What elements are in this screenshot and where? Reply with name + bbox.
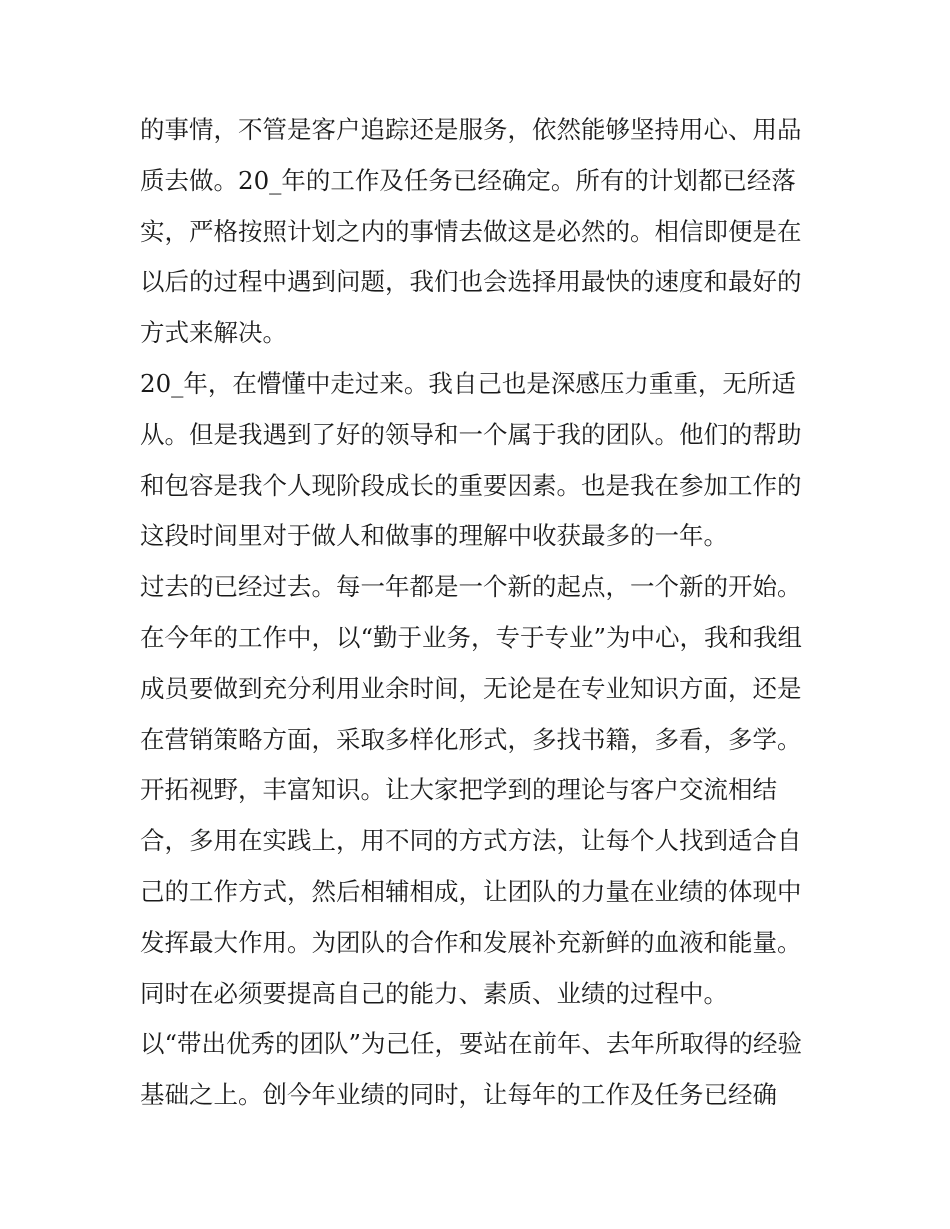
text-line: 和包容是我个人现阶段成长的重要因素。也是我在参加工作的 — [140, 470, 802, 500]
text-line: 20_年，在懵懂中走过来。我自己也是深感压力重重，无所适 — [140, 368, 796, 398]
text-line: 质去做。20_年的工作及任务已经确定。所有的计划都已经落 — [140, 165, 796, 195]
text-line: 以“带出优秀的团队”为己任，要站在前年、去年所取得的经验 — [140, 1029, 803, 1059]
text-line: 这段时间里对于做人和做事的理解中收获最多的一年。 — [140, 521, 728, 551]
text-line: 己的工作方式，然后相辅相成，让团队的力量在业绩的体现中 — [140, 876, 802, 906]
text-line: 在营销策略方面，采取多样化形式，多找书籍，多看，多学。 — [140, 724, 802, 754]
text-line: 合，多用在实践上，用不同的方式方法，让每个人找到适合自 — [140, 826, 802, 856]
text-line: 基础之上。创今年业绩的同时，让每年的工作及任务已经确 — [140, 1080, 777, 1110]
text-line: 在今年的工作中，以“勤于业务，专于专业”为中心，我和我组 — [140, 622, 803, 652]
text-line: 开拓视野，丰富知识。让大家把学到的理论与客户交流相结 — [140, 775, 777, 805]
text-line: 发挥最大作用。为团队的合作和发展补充新鲜的血液和能量。 — [140, 927, 802, 957]
text-line: 成员要做到充分利用业余时间，无论是在专业知识方面，还是 — [140, 673, 802, 703]
text-line: 过去的已经过去。每一年都是一个新的起点，一个新的开始。 — [140, 572, 802, 602]
text-line: 实，严格按照计划之内的事情去做这是必然的。相信即便是在 — [140, 216, 802, 246]
text-line: 以后的过程中遇到问题，我们也会选择用最快的速度和最好的 — [140, 267, 802, 297]
text-line: 方式来解决。 — [140, 318, 287, 348]
body-text — [140, 105, 820, 1121]
text-line: 的事情，不管是客户追踪还是服务，依然能够坚持用心、用品 — [140, 115, 802, 144]
text-line: 从。但是我遇到了好的领导和一个属于我的团队。他们的帮助 — [140, 419, 802, 449]
text-line: 同时在必须要提高自己的能力、素质、业绩的过程中。 — [140, 978, 728, 1008]
